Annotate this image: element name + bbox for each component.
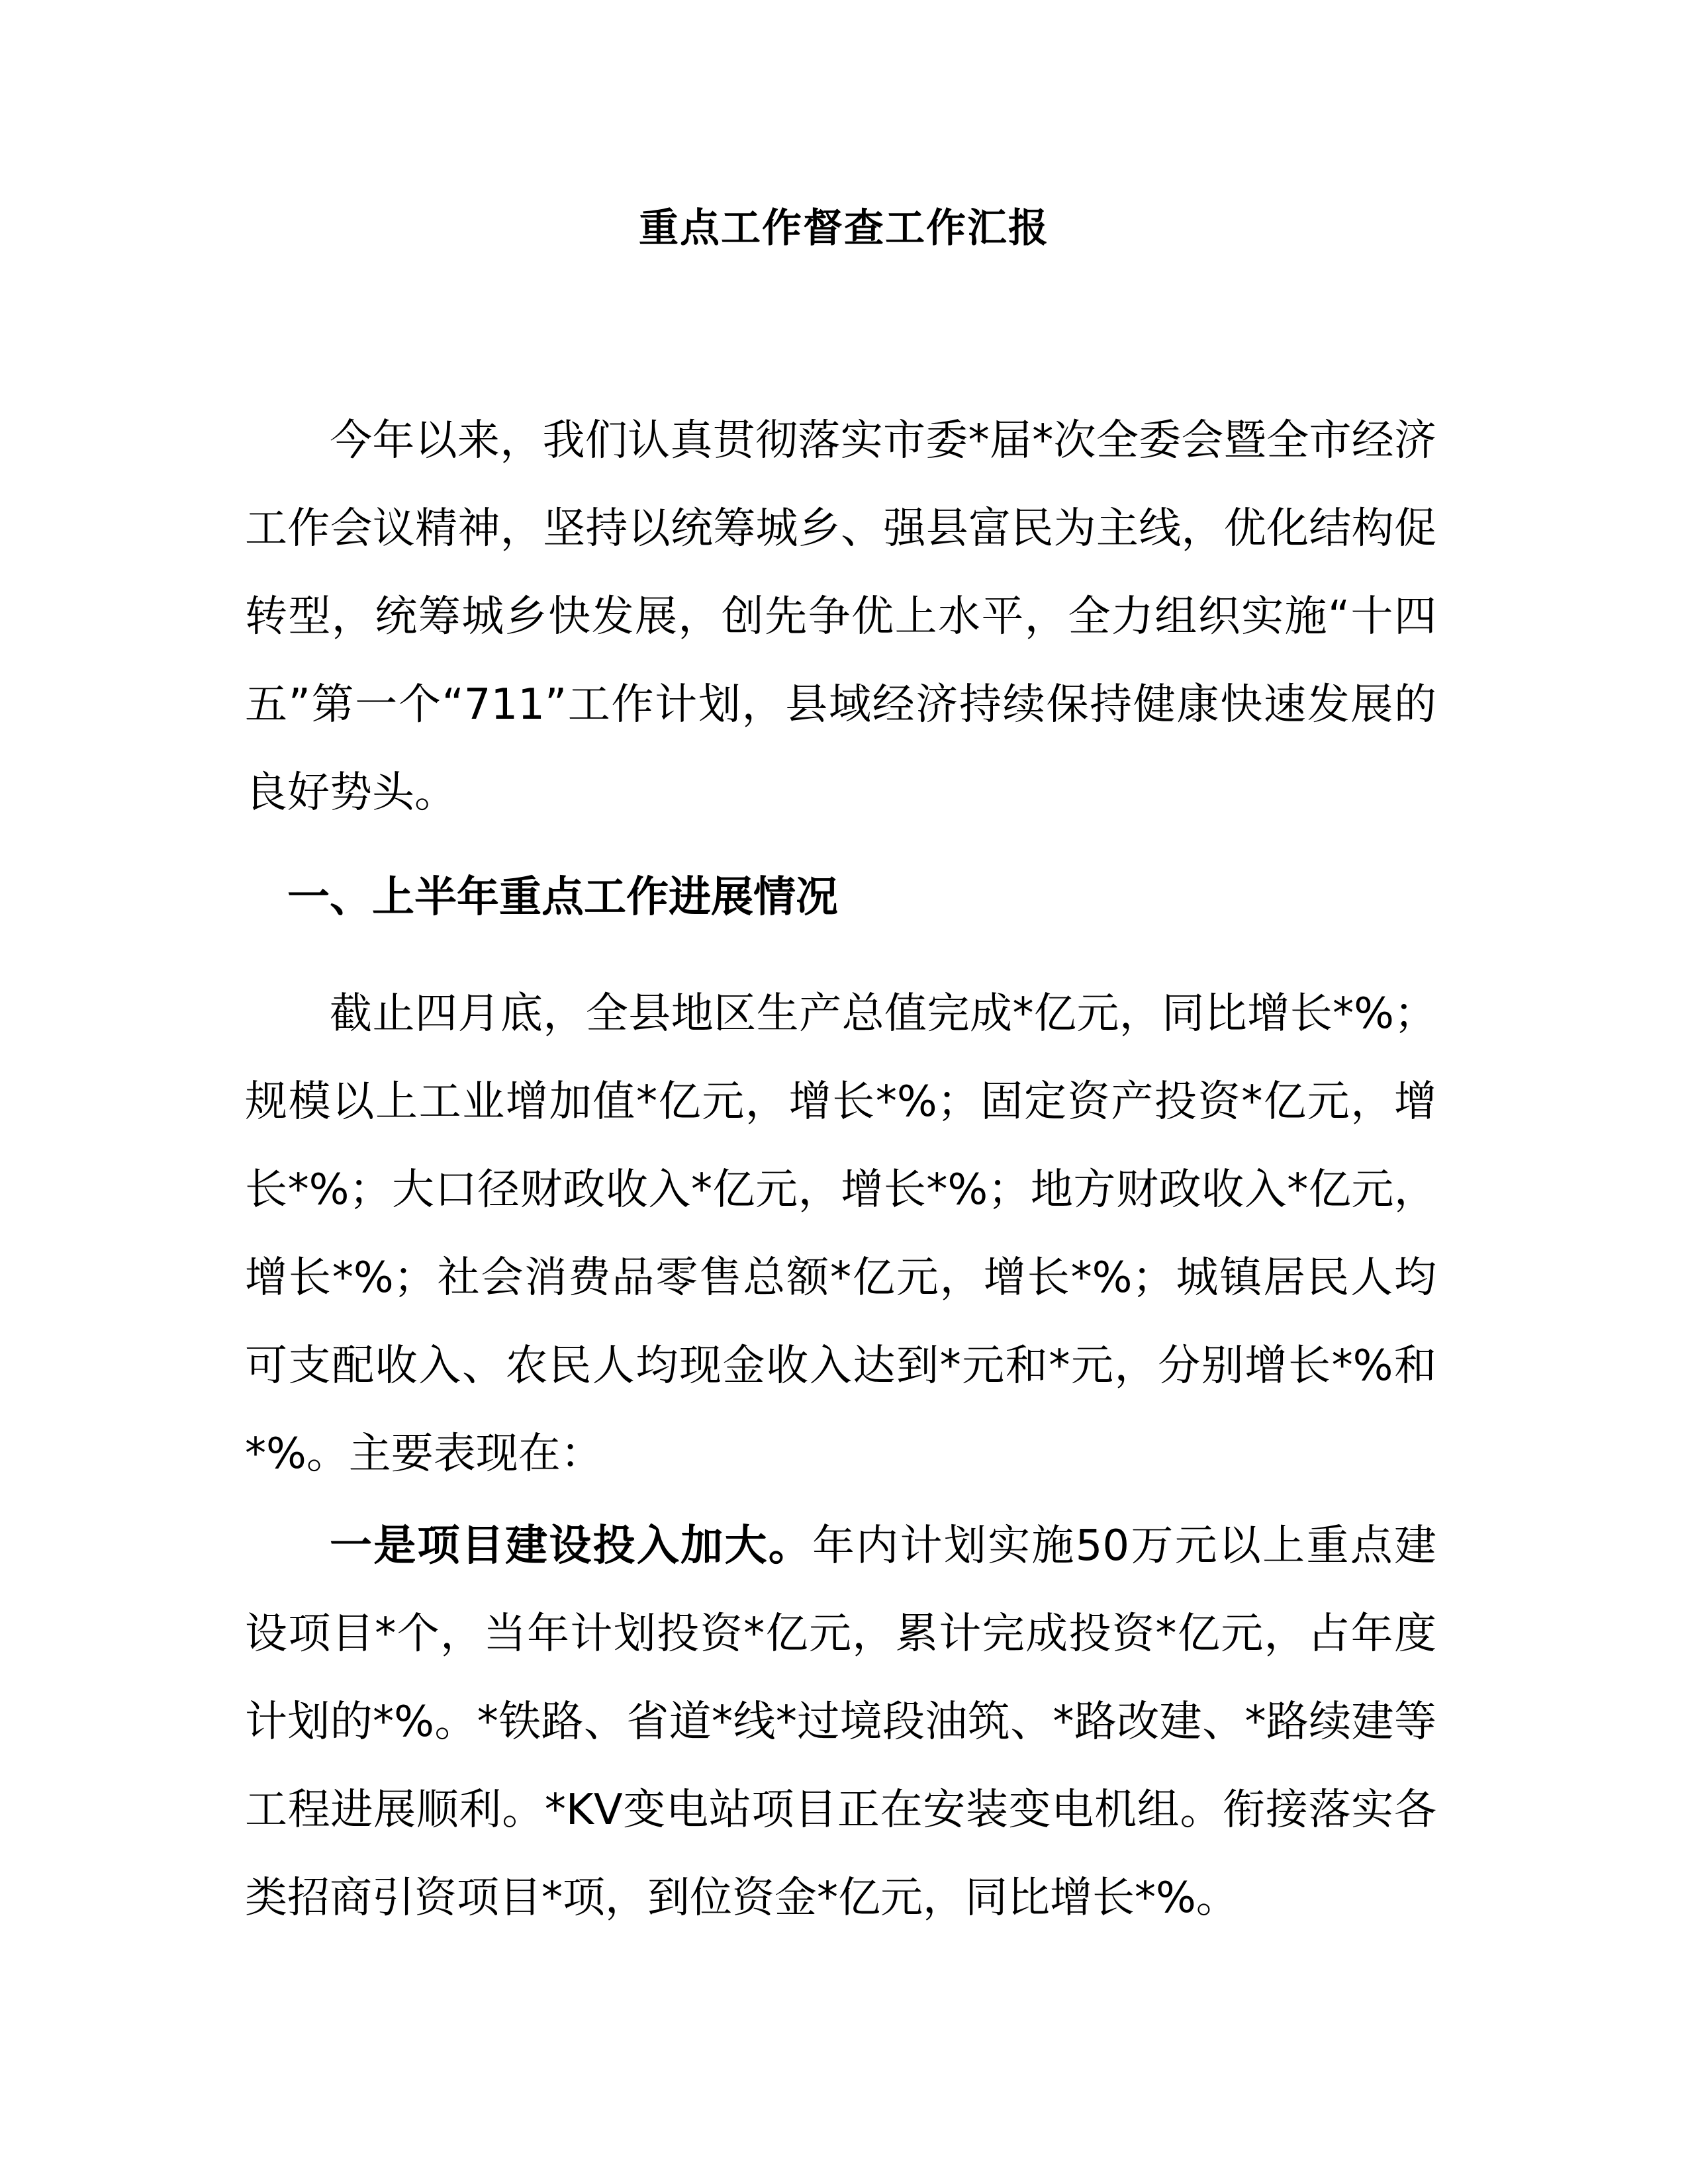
paragraph-lead-phrase: 一是项目建设投入加大。 [330, 1522, 813, 1570]
section-heading: 一、上半年重点工作进展情况 [287, 873, 838, 922]
document-title: 重点工作督查工作汇报 [639, 205, 1049, 251]
project-construction-paragraph [245, 1502, 1436, 1942]
progress-paragraph: 截止四月底，全县地区生产总值完成*亿元，同比增长*%；规模以上工业增加值*亿元，增长*%；固定资产投资*亿元，增长*%；大口径财政收入*亿元，增长*%；地方财政收入*亿元，增长*%；社会消费品零售总额*亿元，增长*%；城镇居民人均可支配收入、农民人均现金收入达到*元和*元，分别增长*%和*%。主要表现在： [245, 989, 1436, 1479]
paragraph-body-text: 年内计划实施50万元以上重点建设项目*个，当年计划投资*亿元，累计完成投资*亿元，占年度计划的*%。*铁路、省道*线*过境段油筑、*路改建、*路续建等工程进展顺利。*KV变电站项目正在安装变电机组。衔接落实各类招商引资项目*项，到位资金*亿元，同比增长*%。 [245, 1522, 1437, 1923]
intro-paragraph: 今年以来，我们认真贯彻落实市委*届*次全委会暨全市经济工作会议精神，坚持以统筹城乡、强县富民为主线，优化结构促转型，统筹城乡快发展，创先争优上水平，全力组织实施“十四五”第一个“711”工作计划，县域经济持续保持健康快速发展的良好势头。 [245, 416, 1436, 817]
